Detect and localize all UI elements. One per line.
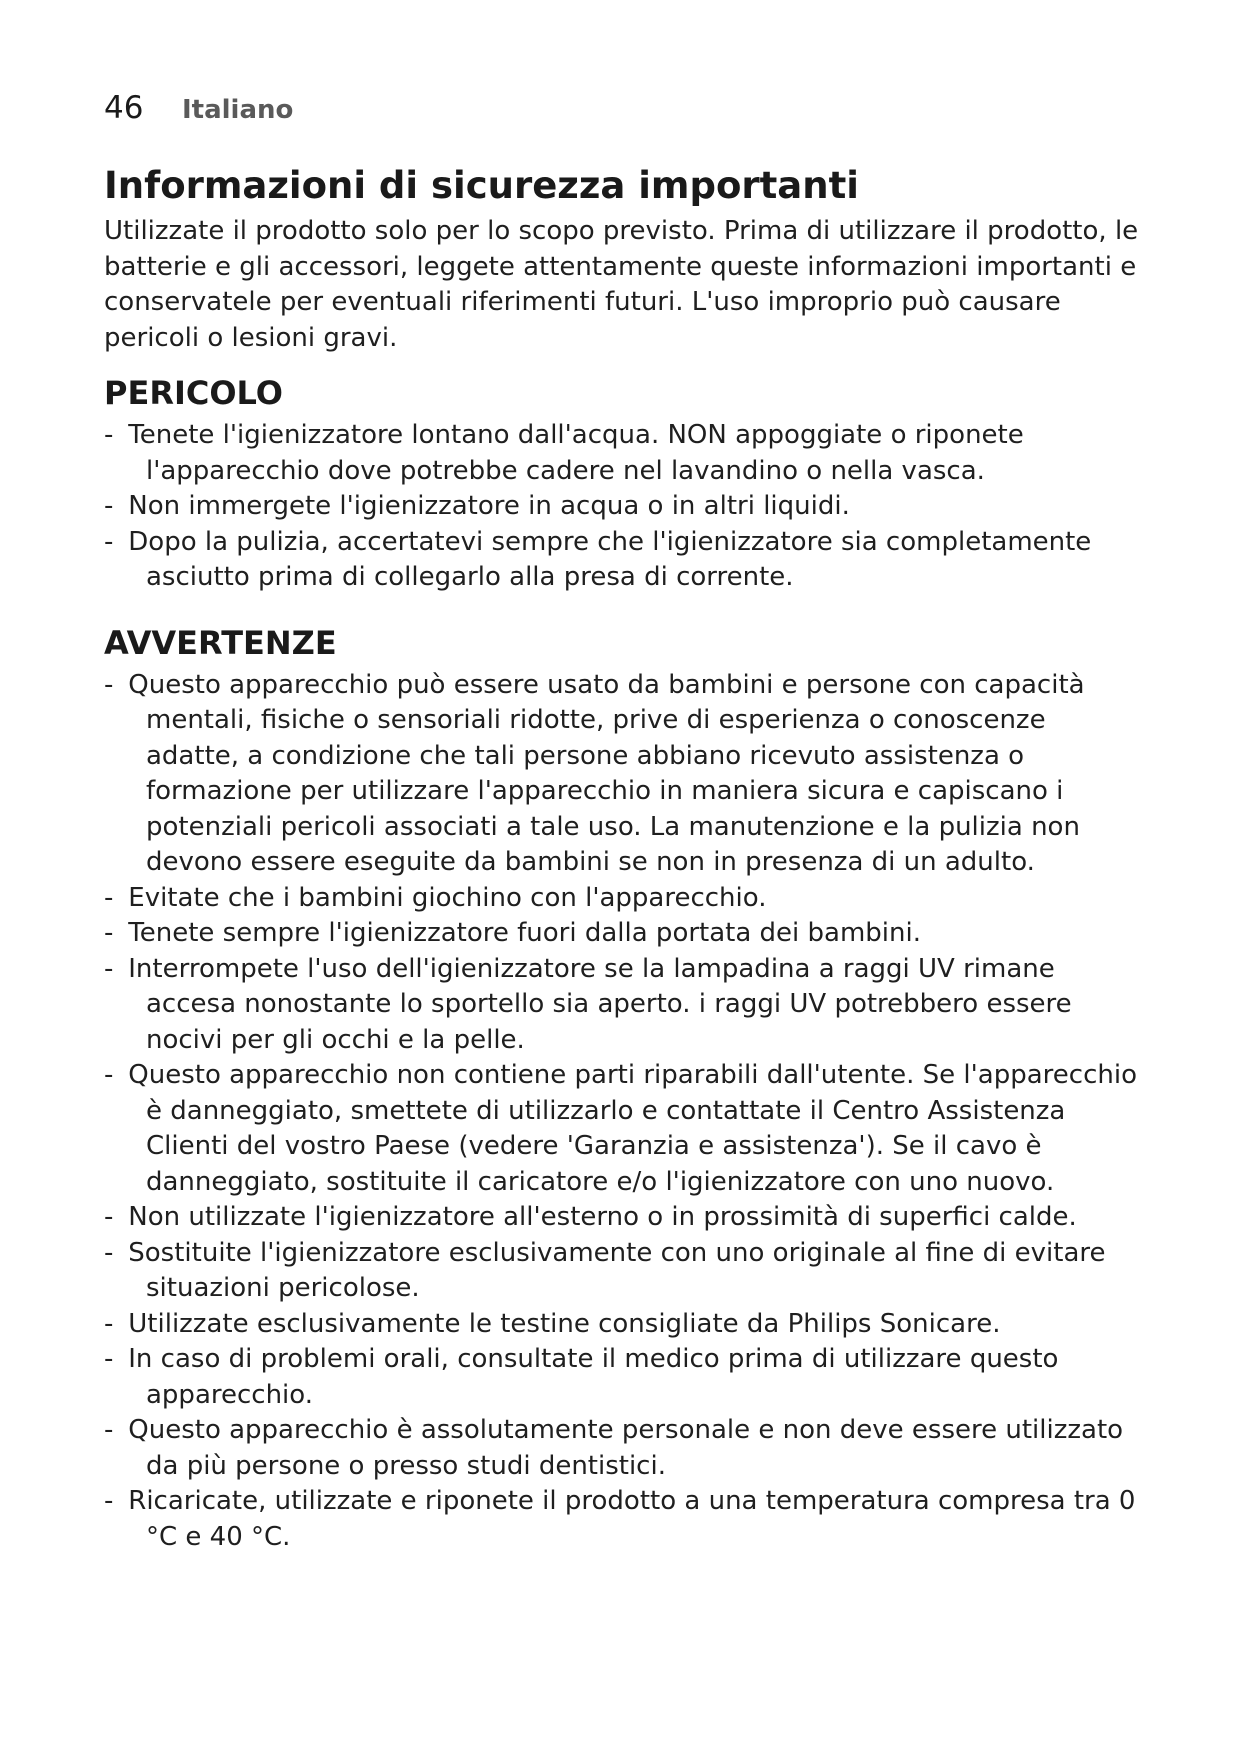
- list-item: - Questo apparecchio può essere usato da bambini e persone con capacità mentali, fisiche o sensoriali ridotte, prive di esperienza o conoscenze adatte, a condizione che tali persone abbiano ricevuto assistenza o formazione per utilizzare l'apparecchio in maniera sicura e capiscano i potenziali pericoli associati a tale uso. La manutenzione e la pulizia non devono essere eseguite da bambini se non in presenza di un adulto.: [104, 669, 1085, 877]
- list-item: - Interrompete l'uso dell'igienizzatore se la lampadina a raggi UV rimane accesa nonostante lo sportello sia aperto. i raggi UV potrebbero essere nocivi per gli occhi e la pelle.: [104, 953, 1072, 1055]
- pericolo-list: [104, 418, 1144, 596]
- list-item: - Tenete sempre l'igienizzatore fuori dalla portata dei bambini.: [104, 918, 921, 948]
- list-item: - Non immergete l'igienizzatore in acqua o in altri liquidi.: [104, 491, 850, 521]
- list-item: - Questo apparecchio è assolutamente personale e non deve essere utilizzato da più persone o presso studi dentistici.: [104, 1415, 1124, 1481]
- list-item: - Ricaricate, utilizzate e riponete il prodotto a una temperatura compresa tra 0 °C e 40 °C.: [104, 1486, 1136, 1552]
- page-number: 46: [104, 90, 144, 126]
- section-title: Informazioni di sicurezza importanti: [104, 164, 859, 207]
- running-header: [104, 90, 1144, 138]
- pericolo-heading: PERICOLO: [104, 374, 283, 412]
- avvertenze-heading: AVVERTENZE: [104, 623, 337, 662]
- list-item: - Questo apparecchio non contiene parti riparabili dall'utente. Se l'apparecchio è danneggiato, smettete di utilizzarlo e contattate il Centro Assistenza Clienti del vostro Paese (vedere 'Garanzia e assistenza'). Se il cavo è danneggiato, sostituite il caricatore e/o l'igienizzatore con uno nuovo.: [104, 1060, 1137, 1197]
- language-label: Italiano: [182, 95, 294, 125]
- avvertenze-list: [104, 668, 1144, 1556]
- list-item: - Sostituite l'igienizzatore esclusivamente con uno originale al fine di evitare situazioni pericolose.: [104, 1237, 1106, 1303]
- list-item: - In caso di problemi orali, consultate il medico prima di utilizzare questo apparecchio.: [104, 1344, 1059, 1410]
- intro-paragraph: Utilizzate il prodotto solo per lo scopo previsto. Prima di utilizzare il prodotto, le batterie e gli accessori, leggete attentamente queste informazioni importanti e conservatele per eventuali riferimenti futuri. L'uso improprio può causare pericoli o lesioni gravi.: [104, 216, 1139, 353]
- list-item: - Tenete l'igienizzatore lontano dall'acqua. NON appoggiate o riponete l'apparecchio dove potrebbe cadere nel lavandino o nella vasca.: [104, 420, 1024, 486]
- document-page: [104, 90, 1144, 1555]
- list-item: - Evitate che i bambini giochino con l'apparecchio.: [104, 882, 767, 913]
- list-item: - Dopo la pulizia, accertatevi sempre che l'igienizzatore sia completamente asciutto prima di collegarlo alla presa di corrente.: [104, 526, 1092, 592]
- list-item: - Utilizzate esclusivamente le testine consigliate da Philips Sonicare.: [104, 1308, 1001, 1339]
- list-item: - Non utilizzate l'igienizzatore all'esterno o in prossimità di superfici calde.: [104, 1202, 1077, 1232]
